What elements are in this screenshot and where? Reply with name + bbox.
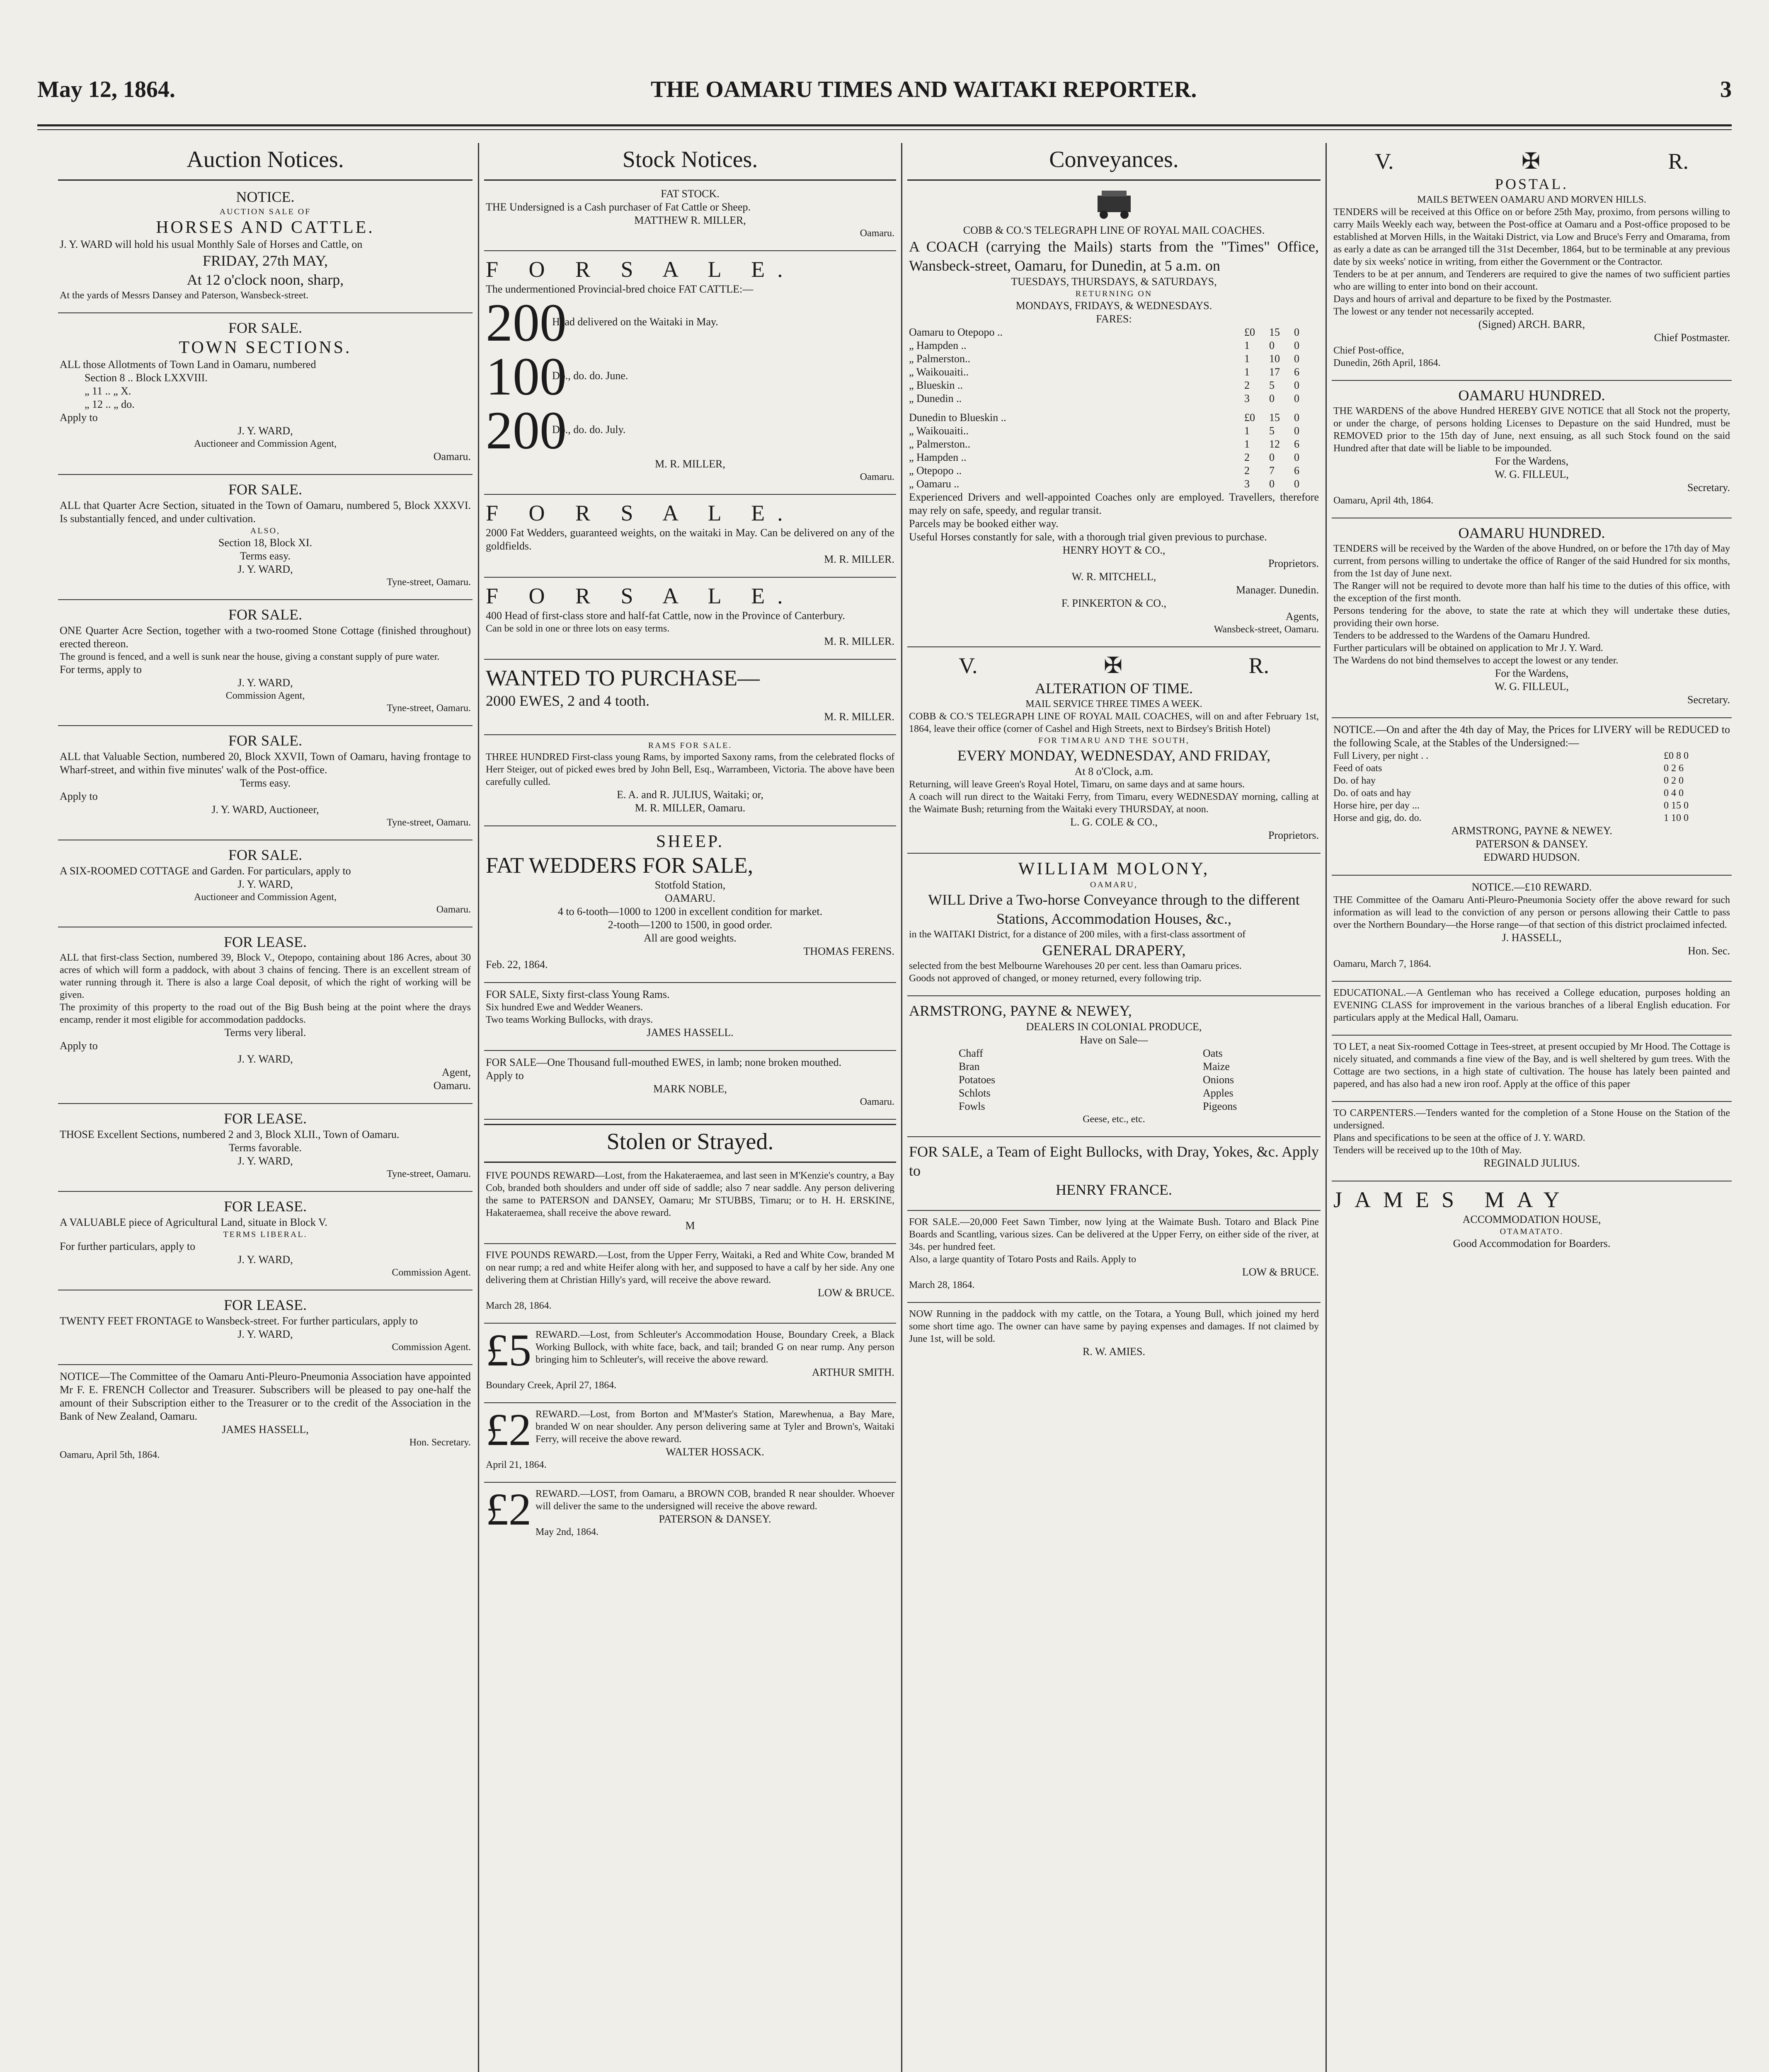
table-cell: 0 bbox=[1294, 339, 1299, 351]
ad-alteration-of-time: V. ✠ R. ALTERATION OF TIME. MAIL SERVICE THREE TIMES A WEEK. COBB & CO.'S TELEGRAPH LINE OF ROYAL MAIL COACHES, will on and after February 1st, 1864, leave their office (corner of Cashel and High Streets, next to Birdsey's British Hotel) FOR TIMARU AND THE SOUTH, EVERY MONDAY, WEDNESDAY, AND FRIDAY, At 8 o'Clock, a.m. Returning, will leave Green's Royal Hotel, Timaru, on same days and at same hours. A coach will run direct to the Waitaki Ferry, from Timaru, every WEDNESDAY morning, calling at the Waimate Bush; returning from the Waitaki every THURSDAY, at noon. L. G. COLE & CO., Proprietors. bbox=[907, 647, 1321, 854]
ad-anti-pleuro-notice: NOTICE—The Committee of the Oamaru Anti-Pleuro-Pneumonia Association have appointed Mr F. E. FRENCH Collector and Treasurer. Subscribers will be pleased to pay one-half the amount of their Subscription either to the Treasurer or to the credit of the Association in the Bank of New Zealand, Oamaru. JAMES HASSELL, Hon. Secretary. Oamaru, April 5th, 1864. bbox=[60, 1370, 471, 1460]
ad-six-roomed-cottage: FOR SALE. A SIX-ROOMED COTTAGE and Garden. For particulars, apply to J. Y. WARD, Auctioneer and Commission Agent, Oamaru. bbox=[58, 840, 473, 927]
fare-row bbox=[909, 326, 1319, 339]
livery-row bbox=[1333, 762, 1730, 775]
masthead bbox=[37, 66, 1732, 108]
table-cell: 0 bbox=[1294, 379, 1299, 391]
ad-armstrong-payne: ARMSTRONG, PAYNE & NEWEY, DEALERS IN COLONIAL PRODUCE, Have on Sale— Chaff Oats Bran Maize Potatoes Onions Schlots Apples Fowls Pigeons Geese, etc., etc. bbox=[907, 996, 1321, 1137]
table-cell: Chaff bbox=[959, 1047, 983, 1059]
paper-title: THE OAMARU TIMES AND WAITAKI REPORTER. bbox=[651, 77, 1197, 102]
ad-ewes-in-lamb: FOR SALE—One Thousand full-mouthed EWES, in lamb; none broken mouthed. Apply to MARK NOBLE, Oamaru. bbox=[484, 1051, 896, 1120]
produce-row bbox=[959, 1087, 1269, 1100]
table-cell: 0 bbox=[1294, 478, 1299, 490]
fare-row bbox=[909, 424, 1319, 438]
ad-valuable-section: FOR SALE. ALL that Valuable Section, numbered 20, Block XXVII, Town of Oamaru, having frontage to Wharf-street, and within five minutes' walk of the Post-office. Terms easy. Apply to J. Y. WARD, Auctioneer, Tyne-street, Oamaru. bbox=[58, 726, 473, 840]
table-cell: 0 bbox=[1294, 353, 1299, 365]
livery-row bbox=[1333, 775, 1730, 787]
ad-sawn-timber: FOR SALE.—20,000 Feet Sawn Timber, now lying at the Waimate Bush. Totaro and Black Pine Boards and Scantling, various sizes. Can be delivered at the Upper Ferry, on either side of the river, at 34s. per hundred feet. Also, a large quantity of Totaro Posts and Rails. Apply to LOW & BRUCE. March 28, 1864. bbox=[907, 1211, 1321, 1303]
table-cell: Oats bbox=[1203, 1047, 1223, 1059]
column-auction-notices bbox=[54, 143, 477, 2072]
ad-postal: V. ✠ R. POSTAL. MAILS BETWEEN OAMARU AND MORVEN HILLS. TENDERS will be received at this Office on or before 25th May, proximo, from persons willing to carry Mails Weekly each way, between the Post-office at Oamaru and a Post-office proposed to be established at Morven Hills, in the Waitaki District, via Low and Bruce's Ferry and Omarama, from as early a date as can be arranged till the 31st December, 1864, but to be terminable at any previous date by six weeks' notice in writing, from either the Government or the Contractor. Tenders to be at per annum, and Tenderers are required to give the names of two sufficient parties who are willing to enter into bond on their account. Days and hours of arrival and departure to be fixed by the Postmaster. The lowest or any tender not necessarily accepted. (Signed) ARCH. BARR, Chief Postmaster. Chief Post-office, Dunedin, 26th April, 1864. bbox=[1332, 143, 1732, 381]
table-cell: 0 4 0 bbox=[1664, 788, 1684, 799]
fare-row bbox=[909, 366, 1319, 379]
section-heading: Conveyances. bbox=[907, 143, 1321, 181]
fares-table-outbound bbox=[909, 326, 1319, 405]
fare-row bbox=[909, 451, 1319, 464]
section-heading: Auction Notices. bbox=[58, 143, 473, 181]
table-cell: Potatoes bbox=[959, 1074, 996, 1086]
table-cell: 1 bbox=[1244, 353, 1250, 365]
table-cell: 0 bbox=[1294, 411, 1299, 424]
ad-sheep: SHEEP. FAT WEDDERS FOR SALE, Stotfold Station, OAMARU. 4 to 6-tooth—1000 to 1200 in excellent condition for market. 2-tooth—1200 to 1500, in good order. All are good weights. THOMAS FERENS. Feb. 22, 1864. bbox=[484, 826, 896, 983]
ad-reward-bay-mare: £2 REWARD.—Lost, from Borton and M'Master's Station, Marewhenua, a Bay Mare, branded W on near shoulder. Any person delivering same at Tyler and Brown's, Waitaki Ferry, will receive the above reward. WALTER HOSSACK. April 21, 1864. bbox=[484, 1403, 896, 1483]
table-cell: 7 bbox=[1269, 465, 1275, 477]
table-cell: „ Blueskin .. bbox=[909, 379, 963, 391]
table-cell: 0 2 6 bbox=[1664, 763, 1684, 774]
section-heading-stolen: Stolen or Strayed. bbox=[484, 1124, 896, 1163]
table-cell: „ Oamaru .. bbox=[909, 478, 960, 490]
ad-james-may: JAMES MAY ACCOMMODATION HOUSE, OTAMATATO. Good Accommodation for Boarders. bbox=[1333, 1187, 1611, 1249]
table-cell: 0 bbox=[1294, 451, 1299, 463]
table-cell: 12 bbox=[1269, 438, 1280, 450]
table-cell: 0 bbox=[1294, 425, 1299, 437]
table-cell: 1 bbox=[1244, 425, 1250, 437]
ad-ten-pound-reward: NOTICE.—£10 REWARD. THE Committee of the Oamaru Anti-Pleuro-Pneumonia Society offer the above reward for such information as will lead to the conviction of any person or persons allowing their Cattle to pass over the Northern Boundary—the Horse range—of that section of this district proclaimed infected. J. HASSELL, Hon. Sec. Oamaru, March 7, 1864. bbox=[1332, 876, 1732, 982]
fares-table-return bbox=[909, 411, 1319, 491]
table-cell: 10 bbox=[1269, 353, 1280, 365]
coach-crest-icon bbox=[909, 187, 1319, 224]
ad-agricultural-land: FOR LEASE. A VALUABLE piece of Agricultural Land, situate in Block V. TERMS LIBERAL. For further particulars, apply to J. Y. WARD, Commission Agent. bbox=[58, 1192, 473, 1290]
ad-to-let: TO LET, a neat Six-roomed Cottage in Tees-street, at present occupied by Mr Hood. The Cottage is nicely situated, and commands a fine view of the Bay, and is well sheltered by gum trees. With the Cottage are two sections, in a high state of cultivation. The house has lately been painted and papered, and has also had a new iron roof. Apply at the office of this paper bbox=[1332, 1036, 1732, 1102]
fare-row bbox=[909, 339, 1319, 352]
table-cell: „ Hampden .. bbox=[909, 451, 967, 463]
table-cell: 3 bbox=[1244, 392, 1250, 404]
fare-row bbox=[909, 438, 1319, 451]
ad-horses-cattle: NOTICE. AUCTION SALE OF HORSES AND CATTLE. J. Y. WARD will hold his usual Monthly Sale of Horses and Cattle, on FRIDAY, 27th MAY, At 12 o'clock noon, sharp, At the yards of Messrs Dansey and Paterson, Wansbeck-street. bbox=[58, 182, 473, 313]
top-rule bbox=[37, 124, 1732, 126]
table-cell: 5 bbox=[1269, 425, 1275, 437]
table-cell: 0 15 0 bbox=[1664, 800, 1689, 811]
column-rule bbox=[478, 143, 479, 2072]
table-cell: 0 bbox=[1294, 326, 1299, 338]
brand-mark: M bbox=[685, 1220, 695, 1232]
table-cell: Schlots bbox=[959, 1087, 991, 1099]
ad-reward-bullock: £5 REWARD.—Lost, from Schleuter's Accommodation House, Boundary Creek, a Black Working Bullock, with white face, back, and tail; branded G on near rump. Any person bringing him to Schleuter's, will receive the above reward. ARTHUR SMITH. Boundary Creek, April 27, 1864. bbox=[484, 1324, 896, 1403]
produce-list bbox=[909, 1047, 1319, 1113]
table-cell: Maize bbox=[1203, 1060, 1230, 1072]
table-cell: 15 bbox=[1269, 411, 1280, 424]
issue-date: May 12, 1864. bbox=[37, 77, 175, 102]
table-cell: Horse hire, per day ... bbox=[1333, 800, 1420, 811]
table-cell: 5 bbox=[1269, 379, 1275, 391]
table-cell: 2 bbox=[1244, 451, 1250, 463]
produce-row bbox=[959, 1100, 1269, 1113]
table-cell: Do. of hay bbox=[1333, 775, 1376, 786]
table-cell: 1 bbox=[1244, 438, 1250, 450]
table-cell: „ Hampden .. bbox=[909, 339, 967, 351]
table-cell: „ Otepopo .. bbox=[909, 465, 962, 477]
ad-team-bullocks: FOR SALE, a Team of Eight Bullocks, with Dray, Yokes, &c. Apply to HENRY FRANCE. bbox=[907, 1137, 1321, 1211]
livery-row bbox=[1333, 812, 1730, 824]
fare-row bbox=[909, 352, 1319, 366]
table-cell: £0 8 0 bbox=[1664, 750, 1689, 761]
table-cell: 6 bbox=[1294, 465, 1299, 477]
table-cell: £0 bbox=[1244, 411, 1255, 424]
livery-price-table bbox=[1333, 750, 1730, 824]
livery-row bbox=[1333, 787, 1730, 799]
top-rule-thin bbox=[37, 129, 1732, 130]
table-cell: 0 bbox=[1269, 451, 1275, 463]
ad-young-bull: NOW Running in the paddock with my cattle, on the Totara, a Young Bull, which joined my herd some short time ago. The owner can have same by paying expenses and damages. If not claimed by June 1st, will be sold. R. W. AMIES. bbox=[909, 1309, 1319, 1358]
column-rule bbox=[901, 143, 902, 2072]
table-cell: 1 bbox=[1244, 339, 1250, 351]
table-cell: Do. of oats and hay bbox=[1333, 788, 1411, 799]
fare-row bbox=[909, 392, 1319, 405]
table-cell: Onions bbox=[1203, 1074, 1234, 1086]
table-cell: Pigeons bbox=[1203, 1100, 1237, 1112]
ad-rams: RAMS FOR SALE. THREE HUNDRED First-class young Rams, by imported Saxony rams, from the celebrated flocks of Herr Steiger, out of picked ewes bred by John Bell, Esq., Warrambeen, Victoria. The above have been carefully culled. E. A. and R. JULIUS, Waitaki; or, M. R. MILLER, Oamaru. bbox=[484, 735, 896, 826]
table-cell: 1 10 0 bbox=[1664, 813, 1689, 823]
ad-to-carpenters: TO CARPENTERS.—Tenders wanted for the completion of a Stone House on the Station of the undersigned. Plans and specifications to be seen at the office of J. Y. WARD. Tenders will be received up to the 10th of May. REGINALD JULIUS. bbox=[1332, 1102, 1732, 1181]
table-cell: „ Dunedin .. bbox=[909, 392, 962, 404]
column-rule bbox=[1326, 143, 1327, 2072]
ad-fat-wedders: F O R S A L E. 2000 Fat Wedders, guaranteed weights, on the waitaki in May. Can be delivered on any of the goldfields. M. R. MILLER. bbox=[484, 495, 896, 578]
royal-crest-icon: ✠ bbox=[1103, 653, 1123, 678]
ad-livery-prices: NOTICE.—On and after the 4th day of May, the Prices for LIVERY will be REDUCED to the following Scale, at the Stables of the Undersigned:— Full Livery, per night . . £0 8 0 Feed of oats 0 2 6 Do. of hay 0 2 0 Do. of oats and hay 0 4 0 Horse hire, per day ... 0 15 0 Horse and gig, do. do. 1 10 0 ARMSTRONG, PAYNE & NEWEY. PATERSON & DANSEY. EDWARD HUDSON. bbox=[1332, 718, 1732, 876]
table-cell: 6 bbox=[1294, 438, 1299, 450]
ad-fat-cattle: F O R S A L E. The undermentioned Provincial-bred choice FAT CATTLE:— 200Head delivered on the Waitaki in May. 100Do., do. do. June. 200Do., do. do. July. M. R. MILLER, Oamaru. bbox=[484, 251, 896, 495]
column-conveyances bbox=[903, 143, 1325, 2072]
table-cell: £0 bbox=[1244, 326, 1255, 338]
ad-stone-cottage: FOR SALE. ONE Quarter Acre Section, together with a two-roomed Stone Cottage (finished throughout) erected thereon. The ground is fenced, and a well is sunk near the house, giving a constant supply of pure water. For terms, apply to J. Y. WARD, Commission Agent, Tyne-street, Oamaru. bbox=[58, 600, 473, 726]
table-cell: 3 bbox=[1244, 478, 1250, 490]
table-cell: 0 bbox=[1269, 478, 1275, 490]
table-cell: 0 bbox=[1269, 339, 1275, 351]
table-cell: 1 bbox=[1244, 366, 1250, 378]
ad-oamaru-hundred-2: OAMARU HUNDRED. TENDERS will be received by the Warden of the above Hundred, on or before the 17th day of May current, from persons willing to undertake the office of Ranger of the said Hundred for six months, from the 1st day of June next. The Ranger will not be required to devote more than half his time to the duties of this office, with the exception of the first month. Persons tendering for the above, to state the rate at which they will undertake these duties, providing their own horse. Tenders to be addressed to the Wardens of the Oamaru Hundred. Further particulars will be obtained on application to Mr J. Y. Ward. The Wardens do not bind themselves to accept the lowest or any tender. For the Wardens, W. G. FILLEUL, Secretary. bbox=[1332, 518, 1732, 718]
ad-reward-cow: FIVE POUNDS REWARD.—Lost, from the Upper Ferry, Waitaki, a Red and White Cow, branded M on near rump; a red and white Heifer along with her, and supposed to have a calf by her side. Any one delivering them at Christian Hilly's yard, will receive the above reward. LOW & BRUCE. March 28, 1864. bbox=[484, 1244, 896, 1324]
table-cell: 0 bbox=[1294, 392, 1299, 404]
table-cell: Fowls bbox=[959, 1100, 985, 1112]
ad-wanted-ewes: WANTED TO PURCHASE— 2000 EWES, 2 and 4 tooth. M. R. MILLER. bbox=[484, 660, 896, 735]
ad-fat-stock: FAT STOCK. THE Undersigned is a Cash purchaser of Fat Cattle or Sheep. MATTHEW R. MILLER, Oamaru. bbox=[484, 182, 896, 251]
table-cell: Bran bbox=[959, 1060, 980, 1072]
table-cell: Full Livery, per night . . bbox=[1333, 750, 1429, 761]
ad-oamaru-hundred-1: OAMARU HUNDRED. THE WARDENS of the above Hundred HEREBY GIVE NOTICE that all Stock not the property, or under the charge, of persons holding Licenses to Depasture on the said Hundred, must be REMOVED prior to the 15th day of June, next ensuing, as all such Stock found on the said Hundred after that date will be liable to be impounded. For the Wardens, W. G. FILLEUL, Secretary. Oamaru, April 4th, 1864. bbox=[1332, 381, 1732, 518]
table-cell: 0 bbox=[1269, 392, 1275, 404]
ad-store-cattle: F O R S A L E. 400 Head of first-class store and half-fat Cattle, now in the Province of Canterbury. Can be sold in one or three lots on easy terms. M. R. MILLER. bbox=[484, 578, 896, 660]
royal-crest-icon: ✠ bbox=[1521, 149, 1541, 174]
livery-row bbox=[1333, 750, 1730, 762]
table-cell: „ Palmerston.. bbox=[909, 353, 971, 365]
ad-town-sections: FOR SALE. TOWN SECTIONS. ALL those Allotments of Town Land in Oamaru, numbered Section 8 .. Block LXXVIII. „ 11 .. „ X. „ 12 .. „ do. Apply to J. Y. WARD, Auctioneer and Commission Agent, Oamaru. bbox=[58, 313, 473, 475]
fare-row bbox=[909, 411, 1319, 424]
section-heading: Stock Notices. bbox=[484, 143, 896, 181]
table-cell: 17 bbox=[1269, 366, 1280, 378]
ad-reward-brown-cob: £2 REWARD.—LOST, from Oamaru, a BROWN COB, branded R near shoulder. Whoever will deliver the same to the undersigned will receive the above reward. PATERSON & DANSEY. May 2nd, 1864. bbox=[486, 1484, 894, 1537]
table-cell: Dunedin to Blueskin .. bbox=[909, 411, 1006, 424]
table-cell: Apples bbox=[1203, 1087, 1233, 1099]
table-cell: „ Waikouaiti.. bbox=[909, 366, 969, 378]
ad-quarter-acre: FOR SALE. ALL that Quarter Acre Section, situated in the Town of Oamaru, numbered 5, Block XXXVI. Is substantially fenced, and under cultivation. ALSO, Section 18, Block XI. Terms easy. J. Y. WARD, Tyne-street, Oamaru. bbox=[58, 475, 473, 600]
table-cell: Horse and gig, do. do. bbox=[1333, 813, 1422, 823]
fare-row bbox=[909, 464, 1319, 477]
produce-row bbox=[959, 1073, 1269, 1087]
column-stock-notices bbox=[480, 143, 900, 2072]
table-cell: „ Palmerston.. bbox=[909, 438, 971, 450]
table-cell: Oamaru to Otepopo .. bbox=[909, 326, 1003, 338]
column-official-notices bbox=[1328, 143, 1736, 2072]
fare-row bbox=[909, 477, 1319, 491]
table-cell: 6 bbox=[1294, 366, 1299, 378]
table-cell: 2 bbox=[1244, 465, 1250, 477]
table-cell: 2 bbox=[1244, 379, 1250, 391]
ad-lease-sections: FOR LEASE. THOSE Excellent Sections, numbered 2 and 3, Block XLII., Town of Oamaru. Terms favorable. J. Y. WARD, Tyne-street, Oamaru. bbox=[58, 1104, 473, 1192]
ad-frontage: FOR LEASE. TWENTY FEET FRONTAGE to Wansbeck-street. For further particulars, apply to J. Y. WARD, Commission Agent. bbox=[58, 1290, 473, 1365]
produce-row bbox=[959, 1060, 1269, 1073]
ad-cobb-coaches: COBB & CO.'S TELEGRAPH LINE OF ROYAL MAIL COACHES. A COACH (carrying the Mails) starts from the "Times" Office, Wansbeck-street, Oamaru, for Dunedin, at 5 a.m. on TUESDAYS, THURSDAYS, & SATURDAYS, RETURNING ON MONDAYS, FRIDAYS, & WEDNESDAYS. FARES: Oamaru to Otepopo .. £0 15 0 „ Hampden .. 1 0 0 „ Palmerston.. 1 10 0 „ Waikouaiti.. 1 17 6 „ Blueskin .. 2 5 0 „ Dunedin .. 3 0 0 Dunedin to Blueskin .. £0 15 0 „ Waikouaiti.. 1 5 0 „ Palmerston.. 1 12 6 „ Hampden .. 2 0 0 „ Otepopo .. 2 7 6 „ Oamaru .. 3 0 0 Experienced Drivers and well-appointed Coaches only are employed. Travellers, therefore may rely on safe, speedy, and regular transit. Parcels may be booked either way. Useful Horses constantly for sale, with a thorough trial given previous to purchase. HENRY HOYT & CO., Proprietors. W. R. MITCHELL, Manager. Dunedin. F. PINKERTON & CO., Agents, Wansbeck-street, Oamaru. bbox=[907, 182, 1321, 647]
livery-row bbox=[1333, 799, 1730, 812]
ad-lease-otepopo: FOR LEASE. ALL that first-class Section, numbered 39, Block V., Otepopo, containing about 186 Acres, about 30 acres of which will form a paddock, with about 3 chains of fencing. There is an excellent stream of water running through it. There is also a large Coal deposit, of which the right of working will be given. The proximity of this property to the road out of the Big Bush being at the point where the drays encamp, render it most eligible for accommodation paddocks. Terms very liberal. Apply to J. Y. WARD, Agent, Oamaru. bbox=[58, 927, 473, 1104]
table-cell: 0 2 0 bbox=[1664, 775, 1684, 786]
table-cell: 15 bbox=[1269, 326, 1280, 338]
page-number: 3 bbox=[1720, 77, 1732, 102]
ad-young-rams: FOR SALE, Sixty first-class Young Rams. Six hundred Ewe and Wedder Weaners. Two teams Working Bullocks, with drays. JAMES HASSELL. bbox=[484, 983, 896, 1051]
ad-william-molony: WILLIAM MOLONY, OAMARU, WILL Drive a Two-horse Conveyance through to the different Stations, Accommodation Houses, &c., in the WAITAKI District, for a distance of 200 miles, with a first-class assortment of GENERAL DRAPERY, selected from the best Melbourne Warehouses 20 per cent. less than Oamaru prices. Goods not approved of changed, or money returned, every following trip. bbox=[907, 854, 1321, 996]
table-cell: Feed of oats bbox=[1333, 763, 1382, 774]
ad-reward-bay-cob: FIVE POUNDS REWARD—Lost, from the Hakateraemea, and last seen in M'Kenzie's country, a Bay Cob, branded both shoulders and under off side of saddle; also 7 near saddle. Any person delivering the same to PATERSON and DANSEY, Oamaru; Mr STUBBS, Timaru; or to H. H. ERSKINE, Hakateraemea, shall receive the above reward. M bbox=[484, 1164, 896, 1244]
produce-row bbox=[959, 1047, 1269, 1060]
fare-row bbox=[909, 379, 1319, 392]
table-cell: „ Waikouaiti.. bbox=[909, 425, 969, 437]
ad-educational: EDUCATIONAL.—A Gentleman who has received a College education, purposes holding an EVENING CLASS for improvement in the various branches of a liberal English education. For particulars apply at the Medical Hall, Oamaru. bbox=[1332, 982, 1732, 1036]
